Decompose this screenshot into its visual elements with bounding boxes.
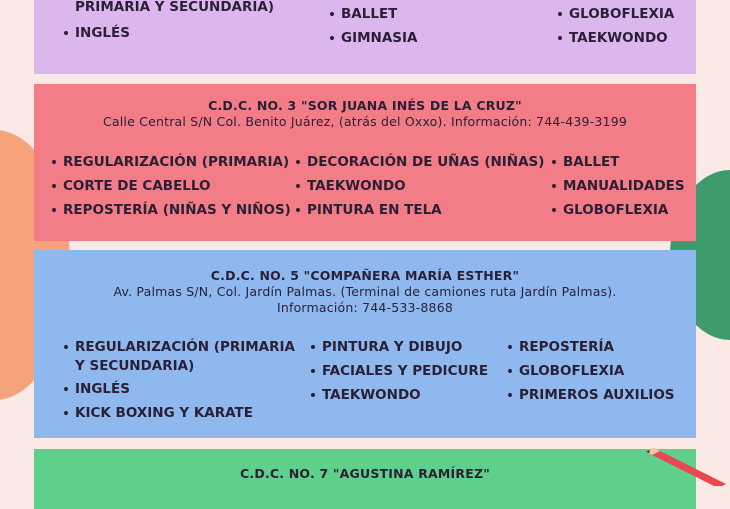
- list-item: FACIALES Y PEDICURE: [311, 362, 488, 381]
- bullet-icon: [296, 184, 300, 188]
- center-name: C.D.C. NO. 7 "AGUSTINA RAMÍREZ": [240, 466, 490, 481]
- bullet-icon: [552, 184, 556, 188]
- bullet-icon: [508, 345, 512, 349]
- bullet-icon: [311, 393, 315, 397]
- center-info: Información: 744-533-8868: [276, 300, 454, 315]
- bullet-icon: [558, 12, 562, 16]
- pencil-icon: [640, 446, 730, 486]
- bullet-icon: [52, 184, 56, 188]
- center-name: C.D.C. NO. 3 "SOR JUANA INÉS DE LA CRUZ": [208, 98, 522, 113]
- bullet-icon: [64, 31, 68, 35]
- list-item: GLOBOFLEXIA: [558, 5, 674, 24]
- list-item: GIMNASIA: [330, 29, 417, 48]
- bullet-icon: [311, 369, 315, 373]
- center-name: C.D.C. NO. 5 "COMPAÑERA MARÍA ESTHER": [210, 268, 520, 283]
- list-item: PINTURA EN TELA: [296, 201, 442, 220]
- bullet-icon: [64, 411, 68, 415]
- list-item: REGULARIZACIÓN (PRIMARIA: [64, 338, 295, 357]
- list-item: INGLÉS: [64, 24, 130, 43]
- list-item: MANUALIDADES: [552, 177, 685, 196]
- bullet-icon: [311, 345, 315, 349]
- list-item-continuation: PRIMARIA Y SECUNDARIA): [75, 0, 275, 15]
- list-item: GLOBOFLEXIA: [508, 362, 624, 381]
- list-item: INGLÉS: [64, 380, 130, 399]
- list-item: REPOSTERÍA: [508, 338, 614, 357]
- list-item: DECORACIÓN DE UÑAS (NIÑAS): [296, 153, 544, 172]
- list-item: KICK BOXING Y KARATE: [64, 404, 253, 423]
- bullet-icon: [552, 160, 556, 164]
- bullet-icon: [330, 12, 334, 16]
- center-address: Calle Central S/N Col. Benito Juárez, (atrás del Oxxo). Información: 744-439-3199: [102, 114, 628, 129]
- bullet-icon: [52, 160, 56, 164]
- list-item: PINTURA Y DIBUJO: [311, 338, 462, 357]
- list-item: PRIMEROS AUXILIOS: [508, 386, 675, 405]
- cdc-card-3: [34, 84, 696, 241]
- bullet-icon: [508, 393, 512, 397]
- list-item-continuation: Y SECUNDARIA): [75, 358, 195, 374]
- bullet-icon: [296, 208, 300, 212]
- list-item: BALLET: [552, 153, 619, 172]
- list-item: REGULARIZACIÓN (PRIMARIA): [52, 153, 289, 172]
- list-item: TAEKWONDO: [311, 386, 421, 405]
- bullet-icon: [558, 36, 562, 40]
- list-item: BALLET: [330, 5, 397, 24]
- cdc-card-7: [34, 449, 696, 509]
- cdc-card-top: [34, 0, 696, 74]
- cdc-card-5: [34, 250, 696, 438]
- bullet-icon: [52, 208, 56, 212]
- list-item: REPOSTERÍA (NIÑAS Y NIÑOS): [52, 201, 291, 220]
- bullet-icon: [552, 208, 556, 212]
- bullet-icon: [64, 345, 68, 349]
- list-item: CORTE DE CABELLO: [52, 177, 211, 196]
- list-item: GLOBOFLEXIA: [552, 201, 668, 220]
- list-item: TAEKWONDO: [296, 177, 406, 196]
- center-address: Av. Palmas S/N, Col. Jardín Palmas. (Terminal de camiones ruta Jardín Palmas).: [113, 284, 617, 299]
- list-item: TAEKWONDO: [558, 29, 668, 48]
- bullet-icon: [508, 369, 512, 373]
- bullet-icon: [64, 387, 68, 391]
- bullet-icon: [330, 36, 334, 40]
- bullet-icon: [296, 160, 300, 164]
